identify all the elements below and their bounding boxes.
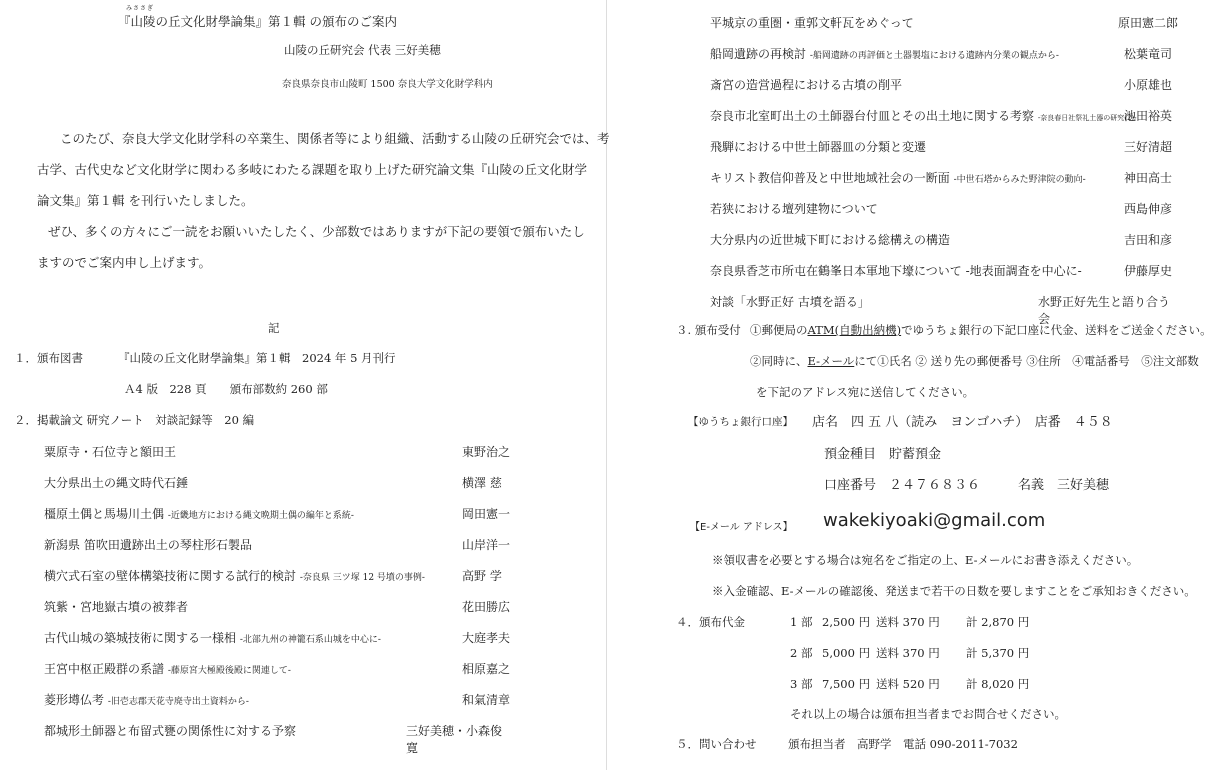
item1-label: １．頒布図書: [14, 351, 83, 365]
email-label: 【E-メール アドレス】: [690, 522, 793, 533]
paper-author: 松葉竜司: [1124, 47, 1173, 61]
intro-line-3: 論文集』第１輯 を刊行いたしました。: [37, 193, 254, 208]
paper-author: 三好清超: [1124, 140, 1173, 154]
right-page: [606, 0, 1214, 770]
price-total: 計 2,870 円: [966, 615, 1030, 629]
paper-title: 筑紫・宮地嶽古墳の被葬者: [44, 600, 189, 614]
item1-text: 『山陵の丘文化財學論集』第１輯 2024 年 5 月刊行: [118, 351, 396, 365]
price-qty: 3 部: [790, 677, 813, 691]
paper-author: 吉田和彦: [1124, 233, 1173, 247]
paper-author: 高野 学: [462, 569, 502, 583]
price-shipping: 送料 370 円: [876, 615, 940, 629]
address: 奈良県奈良市山陵町 1500 奈良大学文化財学科内: [282, 79, 493, 90]
paper-author: 水野正好先生と語り合う会: [1038, 295, 1171, 326]
paper-subtitle: -中世石塔からみた野津院の動向-: [953, 175, 1086, 185]
paper-author: 大庭孝夫: [462, 631, 511, 645]
price-amount: 7,500 円: [822, 677, 871, 691]
item5-label: ５．問い合わせ: [676, 737, 757, 751]
paper-title: 菱形壿仏考: [44, 693, 105, 707]
intro-line-1: このたび、奈良大学文化財学科の卒業生、関係者等により組織、活動する山陵の丘研究会では、考: [60, 131, 610, 146]
item2-label: ２．掲載論文 研究ノート 対談記録等 20 編: [14, 413, 255, 427]
paper-subtitle: -旧壱志郡天花寺廃寺出土資料から-: [107, 697, 249, 707]
paper-subtitle: -船岡遺跡の再評価と土器製塩における遺跡内分業の観点から-: [809, 51, 1059, 61]
paper-title: 若狭における壇列建物について: [710, 202, 878, 216]
note-receipt: ※領収書を必要とする場合は宛名をご指定の上、E-メールにお書き添えください。: [712, 553, 1139, 567]
atm-term: ATM(自動出納機): [807, 323, 902, 337]
paper-title: 奈良市北室町出土の土師器台付皿とその出土地に関する考察: [710, 109, 1035, 123]
price-amount: 2,500 円: [822, 615, 871, 629]
paper-author: 西島伸彦: [1124, 202, 1173, 216]
document-title: 『山陵の丘文化財學論集』第１輯 の頒布のご案内: [118, 14, 397, 29]
paper-title: 大分県出土の縄文時代石錘: [44, 476, 189, 490]
paper-subtitle: -北部九州の神籠石系山城を中心に-: [239, 635, 381, 645]
item3-line3: を下記のアドレス宛に送信してください。: [756, 385, 975, 399]
paper-author: 花田勝広: [462, 600, 511, 614]
item4-label: ４．頒布代金: [676, 615, 745, 629]
paper-title: 船岡遺跡の再検討: [710, 47, 807, 61]
paper-title: 橿原土偶と馬場川土偶: [44, 507, 165, 521]
intro-line-5: ますのでご案内申し上げます。: [37, 255, 212, 270]
paper-author: 相原嘉之: [462, 662, 511, 676]
price-total: 計 8,020 円: [966, 677, 1030, 691]
bank-holder: 名義 三好美穂: [1018, 478, 1110, 493]
paper-title: 新潟県 笛吹田遺跡出土の琴柱形石製品: [44, 538, 252, 552]
paper-title: 粟原寺・石位寺と額田王: [44, 445, 177, 459]
paper-title: 大分県内の近世城下町における総構えの構造: [710, 233, 951, 247]
ki-heading: 記: [268, 321, 280, 335]
paper-title: 横穴式石室の壁体構築技術に関する試行的検討: [44, 569, 297, 583]
price-amount: 5,000 円: [822, 646, 871, 660]
price-shipping: 送料 520 円: [876, 677, 940, 691]
item3-line2: [750, 353, 1199, 369]
paper-author: 東野治之: [462, 445, 511, 459]
paper-title: 斎宮の造営過程における古墳の削平: [710, 78, 903, 92]
email-term: E-メール: [807, 354, 855, 368]
intro-line-2: 古学、古代史など文化財学に関わる多岐にわたる課題を取り上げた研究論文集『山陵の丘文化財学: [37, 162, 588, 177]
item3-line1-text: でゆうちょ銀行の下記口座に代金、送料をご送金ください。: [901, 323, 1212, 337]
paper-author: 和氣清章: [462, 693, 511, 707]
paper-author: 岡田憲一: [462, 507, 511, 521]
price-qty: 2 部: [790, 646, 813, 660]
item3-line1: [750, 322, 1212, 338]
paper-title: 都城形土師器と布留式甕の関係性に対する予察: [44, 724, 297, 738]
item1-detail: Ａ4 版 228 頁 頒布部数約 260 部: [124, 382, 328, 396]
paper-author: 池田裕英: [1124, 109, 1173, 123]
paper-author: 神田高士: [1124, 171, 1173, 185]
paper-author: 三好美穂・小森俊寛: [406, 724, 503, 755]
paper-subtitle: -奈良春日社祭礼土器の研究(2)-: [1037, 114, 1137, 122]
title-ruby: みささぎ: [126, 5, 155, 12]
item3-line2-text: ②同時に、: [750, 354, 808, 368]
bank-number: 口座番号 ２４７６８３６: [824, 478, 981, 493]
price-note: それ以上の場合は頒布担当者までお問合せください。: [790, 707, 1066, 721]
item3-line1-text: ①郵便局の: [750, 323, 808, 337]
paper-author: 横澤 慈: [462, 476, 502, 490]
paper-author: 原田憲二郎: [1118, 16, 1179, 30]
paper-author: 伊藤厚史: [1124, 264, 1173, 278]
paper-title: 対談「水野正好 古墳を語る」: [710, 295, 870, 309]
bank-type: 預金種目 貯蓄預金: [824, 447, 942, 462]
email-address[interactable]: wakekiyoaki@gmail.com: [823, 510, 1046, 531]
paper-author: 小原雄也: [1124, 78, 1173, 92]
paper-title: 平城京の重圏・重郭文軒瓦をめぐって: [710, 16, 914, 30]
paper-author: 山岸洋一: [462, 538, 511, 552]
sender: 山陵の丘研究会 代表 三好美穂: [284, 43, 441, 57]
paper-title: 王宮中枢正殿群の系譜: [44, 662, 165, 676]
price-shipping: 送料 370 円: [876, 646, 940, 660]
paper-title: 飛騨における中世土師器皿の分類と変遷: [710, 140, 927, 154]
contact-info: 頒布担当者 高野学 電話 090-2011-7032: [788, 737, 1018, 751]
paper-title: 奈良県香芝市所屯在鶴峯日本軍地下壕について -地表面調査を中心に-: [710, 264, 1082, 278]
paper-subtitle: -藤原宮大極殿後殿に関連して-: [167, 666, 291, 676]
item3-line2-text: にて①氏名 ② 送り先の郵便番号 ③住所 ④電話番号 ⑤注文部数: [854, 354, 1199, 368]
paper-subtitle: -奈良県 三ツ塚 12 号墳の事例-: [299, 573, 425, 583]
price-qty: 1 部: [790, 615, 813, 629]
bank-store: 店名 四 五 八（読み ヨンゴハチ） 店番 ４５８: [812, 415, 1113, 430]
price-total: 計 5,370 円: [966, 646, 1030, 660]
paper-title: キリスト教信仰普及と中世地域社会の一断面: [710, 171, 950, 185]
note-shipping: ※入金確認、E-メールの確認後、発送まで若干の日数を要しますことをご承知おきください。: [712, 584, 1196, 598]
paper-subtitle: -近畿地方における縄文晩期土偶の編年と系統-: [167, 511, 354, 521]
item3-label: ３. 頒布受付: [676, 323, 741, 337]
bank-label: 【ゆうちょ銀行口座】: [688, 416, 793, 428]
paper-title: 古代山城の築城技術に関する一様相: [44, 631, 237, 645]
intro-line-4: ぜひ、多くの方々にご一読をお願いいたしたく、少部数ではありますが下記の要領で頒布いたし: [48, 224, 585, 239]
